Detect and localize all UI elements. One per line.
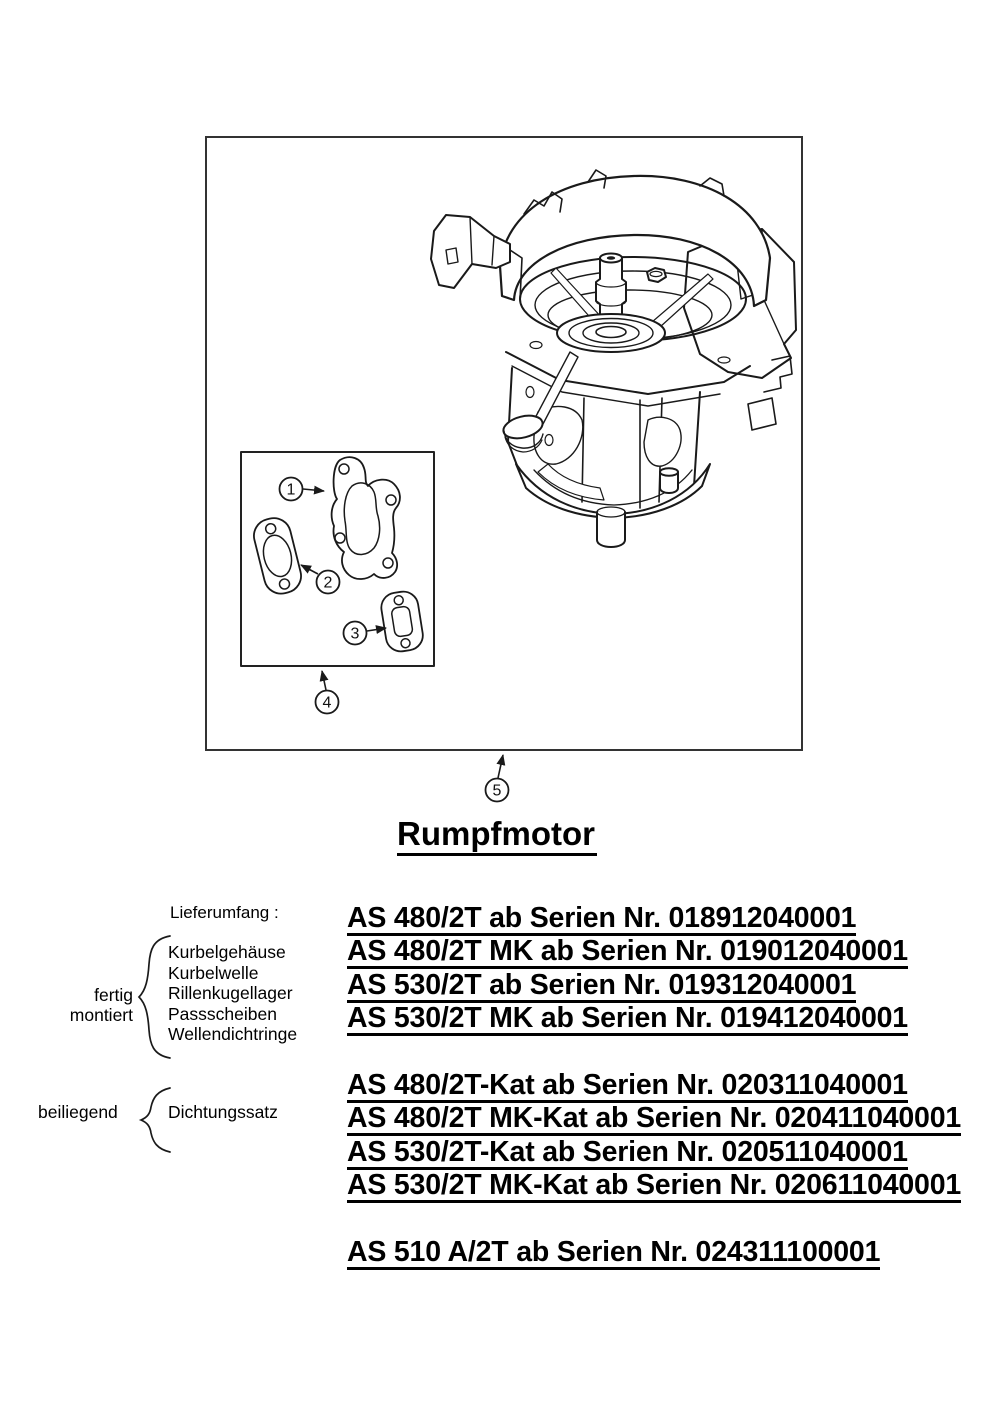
model-group-gap xyxy=(347,1037,961,1070)
model-serial-line xyxy=(347,970,961,1003)
beiliegend-brace xyxy=(141,1088,170,1152)
delivery-item: Passscheiben xyxy=(168,1003,277,1024)
beiliegend-item: Dichtungssatz xyxy=(168,1102,278,1122)
model-serial-text: AS 530/2T ab Serien Nr. 019312040001 xyxy=(347,968,857,1001)
delivery-item: Kurbelgehäuse xyxy=(168,942,286,962)
delivery-item: Kurbelwelle xyxy=(168,962,259,983)
model-serial-line xyxy=(347,1137,961,1170)
model-serial-text: AS 530/2T MK ab Serien Nr. 019412040001 xyxy=(347,1002,908,1035)
fertig-montiert-brace xyxy=(139,936,170,1058)
model-group-gap xyxy=(347,1204,961,1237)
model-serial-line xyxy=(347,936,961,969)
delivery-heading: Lieferumfang : xyxy=(170,903,279,922)
model-serial-line xyxy=(347,1070,961,1103)
delivery-item: Rillenkugellager xyxy=(168,983,293,1003)
callout-1-label: 1 xyxy=(286,481,296,499)
model-serial-line xyxy=(347,1003,961,1036)
model-serial-text: AS 480/2T MK-Kat ab Serien Nr. 020411040001 xyxy=(347,1102,962,1135)
callout-2-label: 2 xyxy=(323,574,333,592)
model-serial-line xyxy=(347,1103,961,1136)
model-serial-text: AS 480/2T ab Serien Nr. 018912040001 xyxy=(347,902,857,934)
fertig-items-list xyxy=(168,942,297,1045)
callout-3-label: 3 xyxy=(350,625,360,643)
braces xyxy=(139,936,170,1152)
model-serial-line xyxy=(347,1170,961,1203)
callout-5 xyxy=(486,755,509,802)
model-serial-text: AS 480/2T MK ab Serien Nr. 019012040001 xyxy=(347,935,908,968)
beiliegend-label: beiliegend xyxy=(38,1102,118,1122)
model-serial-text: AS 480/2T-Kat ab Serien Nr. 020311040001 xyxy=(347,1068,908,1101)
fertig-montiert-label: fertig montiert xyxy=(69,985,133,1025)
model-serial-text: AS 530/2T-Kat ab Serien Nr. 020511040001 xyxy=(347,1135,908,1168)
model-serial-line xyxy=(347,1237,961,1270)
delivery-item: Wellendichtringe xyxy=(168,1024,298,1044)
model-serial-text: AS 530/2T MK-Kat ab Serien Nr. 020611040001 xyxy=(347,1169,962,1202)
model-serial-line xyxy=(347,903,961,936)
callout-4-label: 4 xyxy=(322,694,332,712)
page-title: Rumpfmotor xyxy=(397,816,597,856)
gasket-set-box xyxy=(241,452,434,666)
callout-5-label: 5 xyxy=(492,782,502,800)
model-serial-text: AS 510 A/2T ab Serien Nr. 024311100001 xyxy=(347,1235,881,1268)
model-serial-list xyxy=(347,903,961,1270)
